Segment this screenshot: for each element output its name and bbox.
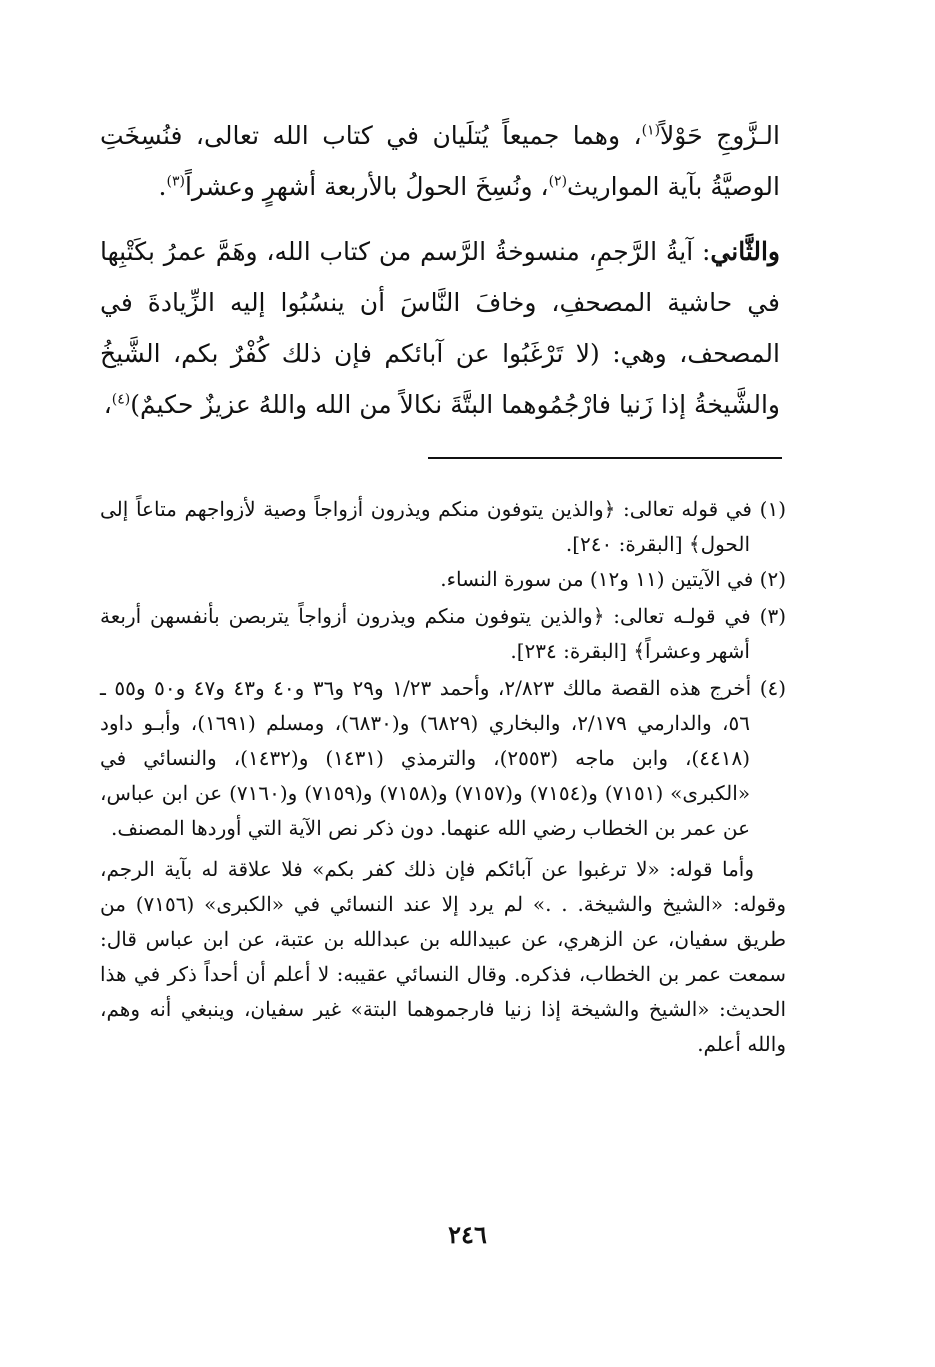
footnote-4: (٤) أخرج هذه القصة مالك ٢/٨٢٣، وأحمد ١/٢٣ و٢٩ و٣٦ و٤٠ و٤٣ و٤٧ و٥٠ و٥٥ ـ ٥٦، والدارمي ٢/١٧٩، والبخاري (٦٨٢٩) و(٦٨٣٠)، ومسلم (١٦٩١)، وأبـو داود (٤٤١٨)، وابن ماجه (٢٥٥٣)، والترمذي (١٤٣١) و(١٤٣٢)، والنسائي في «الكبرى» (٧١٥١) و(٧١٥٤) و(٧١٥٧) و(٧١٥٨) و(٧١٥٩) و(٧١٦٠) عن ابن عباس، عن عمر بن الخطاب رضي الله عنهما. دون ذكر نص الآية التي أوردها المصنف. (100, 676, 787, 840)
footnote-2: (٢) في الآيتين (١١ و١٢) من سورة النساء. (440, 567, 786, 591)
para1-text-a: الـزَّوجِ حَوْلاً (660, 121, 781, 150)
footnote-3: (٣) في قولـه تعالى: ﴿والذين يتوفون منكم ويذرون أزواجاً يتربصن بأنفسهن أربعة أشهر وعشراً﴾ [البقرة: ٢٣٤]. (100, 604, 786, 663)
main-text (100, 110, 780, 430)
para2-text-b: ، (103, 390, 112, 419)
main-paragraph-2 (100, 226, 780, 430)
footnotes (100, 492, 786, 1062)
main-paragraph-1 (100, 110, 780, 212)
footnote-ref-3: (٣) (166, 173, 185, 190)
footnote-separator (428, 457, 782, 459)
footnote-ref-1: (١) (641, 122, 661, 139)
para2-text-a: : آيةُ الرَّجمِ، منسوخةُ الرَّسم من كتاب الله، وهَمَّ عمرُ بكَتْبِها في حاشية المصحفِ، وخافَ النَّاسَ أن ينسُبُوا إليه الزِّيادةَ في المصحف، وهي: (لا تَرْغَبُوا عن آبائكم فإن ذلك كُفْرٌ بكم، الشَّيخُ والشَّيخةُ إذا زَنيا فارْجُمُوهما البتَّةَ نكالاً من الله واللهُ عزيزٌ حكيمٌ) (100, 237, 780, 419)
footnote-ref-2: (٢) (548, 173, 568, 190)
page-number: ٢٤٦ (448, 1220, 487, 1249)
footnote-4-continuation: وأما قوله: «لا ترغبوا عن آبائكم فإن ذلك كفر بكم» فلا علاقة له بآية الرجم، وقوله: «الشيخ والشيخة. . .» لم يرد إلا عند النسائي في «الكبرى» (٧١٥٦) من طريق سفيان، عن الزهري، عن عبيدالله بن عبدالله بن عتبة، عن ابن عباس قال: سمعت عمر بن الخطاب، فذكره. وقال النسائي عقيبه: لا أعلم أن أحداً ذكر في هذا الحديث: «الشيخ والشيخة إذا زنيا فارجموهما البتة» غير سفيان، وينبغي أنه وهم، والله أعلم. (100, 857, 786, 1056)
footnote-1: (١) في قوله تعالى: ﴿والذين يتوفون منكم ويذرون أزواجاً وصية لأزواجهم متاعاً إلى الحول﴾ [البقرة: ٢٤٠]. (100, 497, 786, 556)
footnote-ref-4: (٤) (111, 391, 131, 408)
para1-text-d: . (158, 172, 167, 201)
para1-text-b: ، وهما جميعاً يُتلَيان في كتاب الله تعالى، فنُسِخَتِ الوصيَّةُ بآية المواريث (100, 121, 780, 201)
para1-text-c: ، ونُسِخَ الحولُ بالأربعة أشهرٍ وعشراً (184, 172, 549, 201)
para2-lead: والثَّاني (710, 237, 780, 266)
